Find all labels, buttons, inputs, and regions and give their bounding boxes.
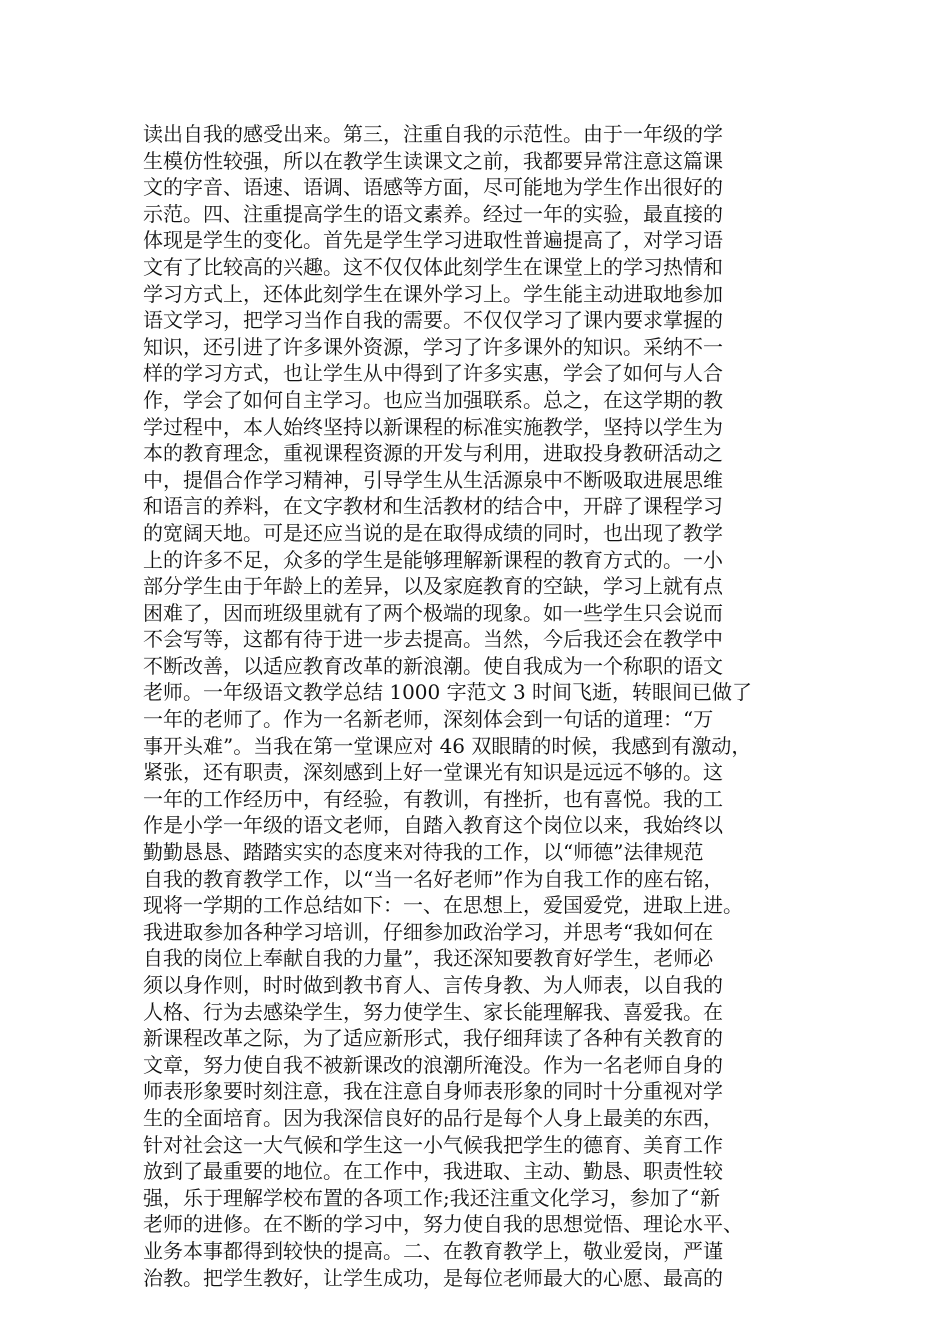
text-line: 治教。把学生教好，让学生成功，是每位老师最大的心愿、最高的 bbox=[143, 1265, 723, 1290]
text-line: 部分学生由于年龄上的差异，以及家庭教育的空缺，学习上就有点 bbox=[143, 574, 723, 599]
text-line: 老师。一年级语文教学总结 1000 字范文 3 时间飞逝，转眼间已做了 bbox=[143, 680, 753, 705]
text-line: 示范。四、注重提高学生的语文素养。经过一年的实验，最直接的 bbox=[143, 201, 723, 226]
text-line: 学过程中，本人始终坚持以新课程的标准实施教学，坚持以学生为 bbox=[143, 414, 723, 439]
text-line: 自我的教育教学工作，以“当一名好老师”作为自我工作的座右铭， bbox=[143, 866, 724, 891]
text-line: 针对社会这一大气候和学生这一小气候我把学生的德育、美育工作 bbox=[143, 1132, 723, 1157]
text-line: 和语言的养料，在文字教材和生活教材的结合中，开辟了课程学习 bbox=[143, 494, 723, 519]
text-line: 上的许多不足，众多的学生是能够理解新课程的教育方式的。一小 bbox=[143, 547, 723, 572]
text-line: 文的字音、语速、语调、语感等方面，尽可能地为学生作出很好的 bbox=[143, 175, 723, 200]
text-line: 样的学习方式，也让学生从中得到了许多实惠，学会了如何与人合 bbox=[143, 361, 723, 386]
text-line: 一年的老师了。作为一名新老师，深刻体会到一句话的道理：“万 bbox=[143, 707, 714, 732]
text-line: 生的全面培育。因为我深信良好的品行是每个人身上最美的东西， bbox=[143, 1105, 723, 1130]
text-line: 强，乐于理解学校布置的各项工作;我还注重文化学习，参加了“新 bbox=[143, 1185, 720, 1210]
text-line: 生模仿性较强，所以在教学生读课文之前，我都要异常注意这篇课 bbox=[143, 148, 723, 173]
text-line: 紧张，还有职责，深刻感到上好一堂课光有知识是远远不够的。这 bbox=[143, 760, 723, 785]
text-line: 的宽阔天地。可是还应当说的是在取得成绩的同时，也出现了教学 bbox=[143, 520, 723, 545]
text-line: 知识，还引进了许多课外资源，学习了许多课外的知识。采纳不一 bbox=[143, 334, 723, 359]
text-line: 一年的工作经历中，有经验，有教训，有挫折，也有喜悦。我的工 bbox=[143, 786, 723, 811]
text-line: 我进取参加各种学习培训，仔细参加政治学习，并思考“我如何在 bbox=[143, 919, 714, 944]
text-line: 老师的进修。在不断的学习中，努力使自我的思想觉悟、理论水平、 bbox=[143, 1212, 743, 1237]
text-line: 作，学会了如何自主学习。也应当加强联系。总之，在这学期的教 bbox=[143, 387, 723, 412]
text-line: 文章，努力使自我不被新课改的浪潮所淹没。作为一名老师自身的 bbox=[143, 1052, 723, 1077]
text-line: 学习方式上，还体此刻学生在课外学习上。学生能主动进取地参加 bbox=[143, 281, 723, 306]
text-line: 勤勤恳恳、踏踏实实的态度来对待我的工作，以“师德”法律规范 bbox=[143, 840, 704, 865]
text-line: 不会写等，这都有待于进一步去提高。当然，今后我还会在教学中 bbox=[143, 627, 723, 652]
text-line: 新课程改革之际，为了适应新形式，我仔细拜读了各种有关教育的 bbox=[143, 1026, 723, 1051]
text-line: 现将一学期的工作总结如下：一、在思想上，爱国爱党，进取上进。 bbox=[143, 893, 743, 918]
body-text bbox=[143, 121, 823, 1291]
text-line: 自我的岗位上奉献自我的力量”，我还深知要教育好学生，老师必 bbox=[143, 946, 714, 971]
text-line: 师表形象要时刻注意，我在注意自身师表形象的同时十分重视对学 bbox=[143, 1079, 723, 1104]
text-line: 中，提倡合作学习精神，引导学生从生活源泉中不断吸取进展思维 bbox=[143, 467, 723, 492]
text-line: 人格、行为去感染学生，努力使学生、家长能理解我、喜爱我。在 bbox=[143, 999, 723, 1024]
text-line: 本的教育理念，重视课程资源的开发与利用，进取投身教研活动之 bbox=[143, 441, 723, 466]
text-line: 困难了，因而班级里就有了两个极端的现象。如一些学生只会说而 bbox=[143, 600, 723, 625]
text-line: 业务本事都得到较快的提高。二、在教育教学上，敬业爱岗，严谨 bbox=[143, 1238, 723, 1263]
text-line: 须以身作则，时时做到教书育人、言传身教、为人师表，以自我的 bbox=[143, 973, 723, 997]
text-line: 体现是学生的变化。首先是学生学习进取性普遍提高了，对学习语 bbox=[143, 228, 723, 253]
text-line: 作是小学一年级的语文老师，自踏入教育这个岗位以来，我始终以 bbox=[143, 813, 723, 838]
text-line: 事开头难”。当我在第一堂课应对 46 双眼睛的时候，我感到有激动， bbox=[143, 733, 752, 758]
text-line: 文有了比较高的兴趣。这不仅仅体此刻学生在课堂上的学习热情和 bbox=[143, 254, 723, 279]
text-line: 读出自我的感受出来。第三，注重自我的示范性。由于一年级的学 bbox=[143, 122, 723, 146]
text-line: 不断改善，以适应教育改革的新浪潮。使自我成为一个称职的语文 bbox=[143, 653, 723, 678]
text-line: 放到了最重要的地位。在工作中，我进取、主动、勤恳、职责性较 bbox=[143, 1159, 723, 1184]
text-line: 语文学习，把学习当作自我的需要。不仅仅学习了课内要求掌握的 bbox=[143, 308, 723, 333]
